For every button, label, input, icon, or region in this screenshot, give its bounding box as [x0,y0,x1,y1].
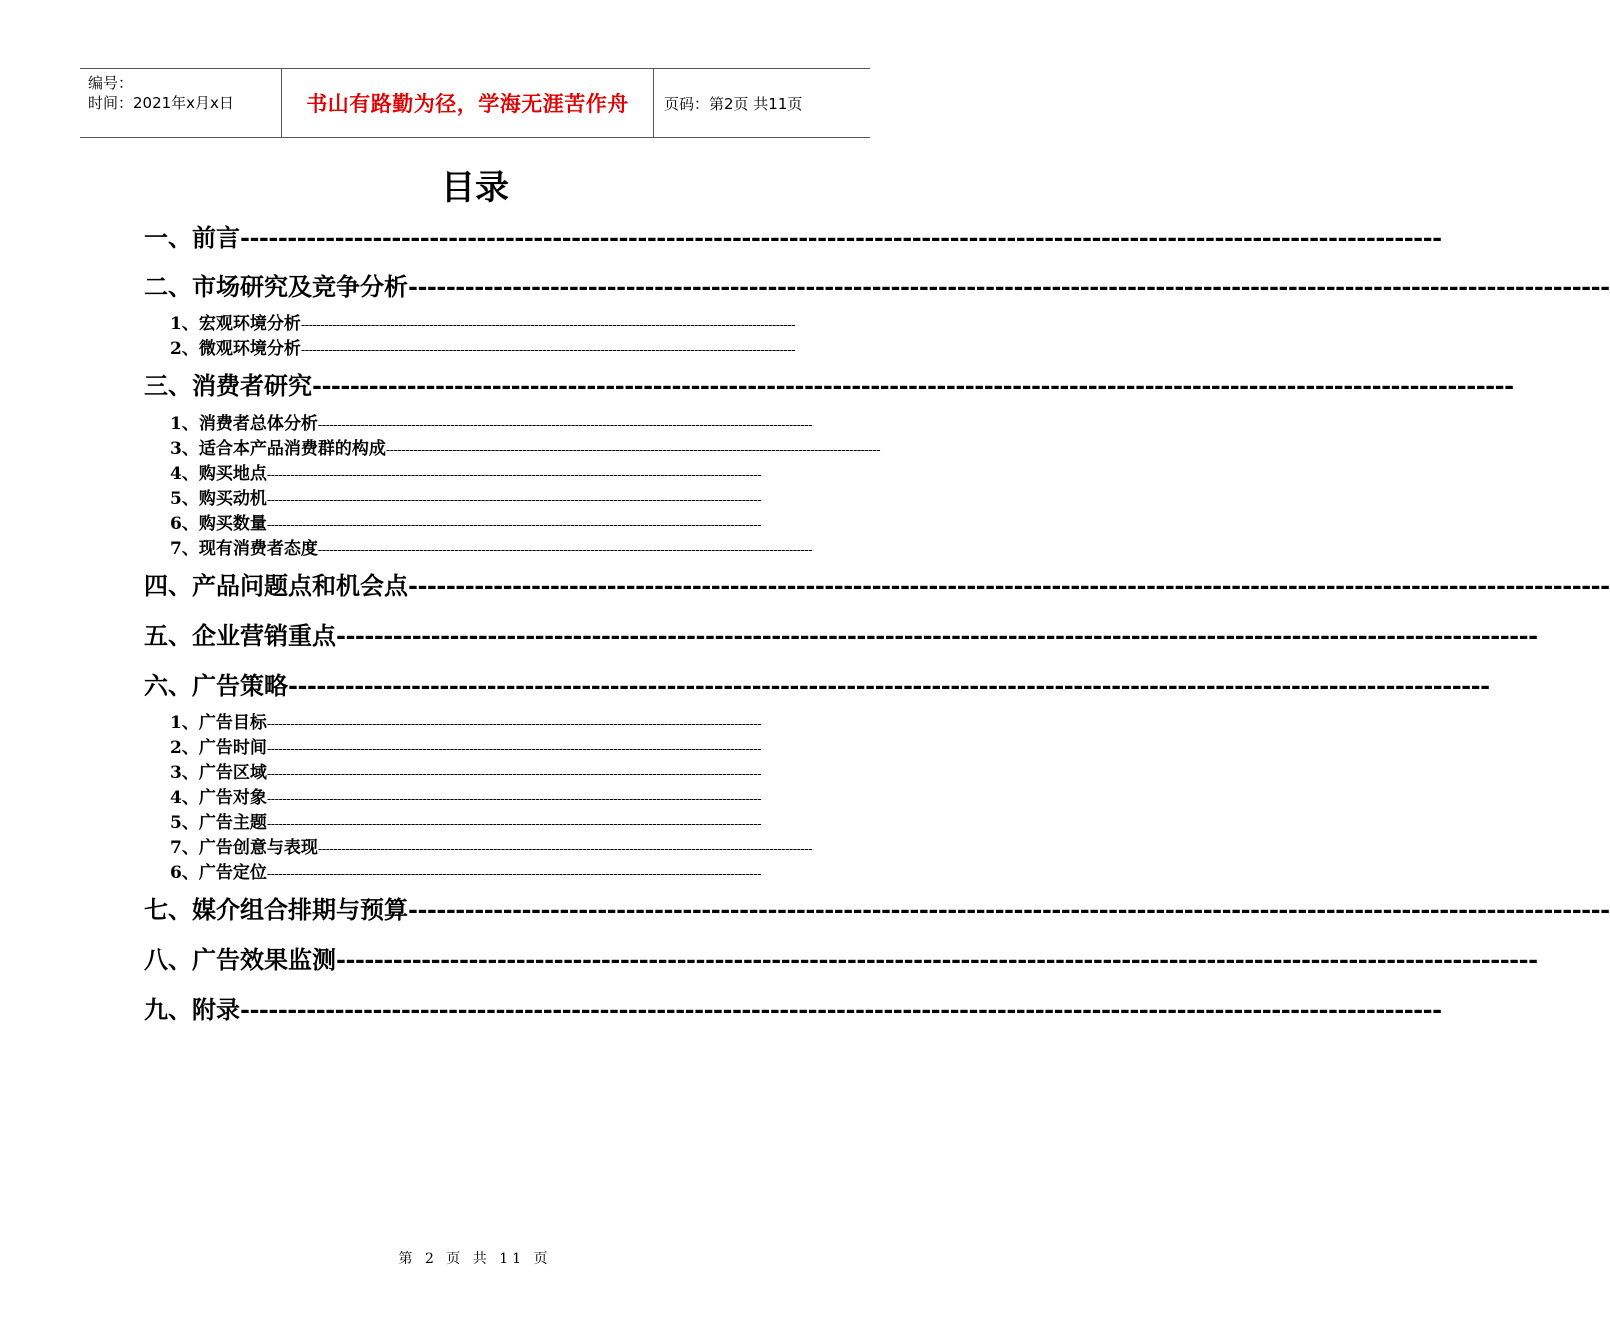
toc-entry[interactable] [144,616,1538,652]
toc-text: 3、广告区域 [170,763,267,783]
toc-text: 消费者研究 [192,371,312,400]
time-label: 时间：2021年x月x日 [88,94,234,112]
toc-subentry[interactable] [170,534,813,559]
toc-leader: ------------------------------------------------------------------------------------------------------------------------------- [312,371,1514,400]
toc-leader: ------------------------------------------------------------------------------------------------------------------------------- [288,671,1490,700]
toc-text: 1、消费者总体分析 [170,414,318,434]
toc-text: 前言 [192,223,240,252]
toc-entry[interactable] [144,366,1514,402]
toc-number: 四、 [144,571,192,600]
toc-leader: ------------------------------------------------------------------------------------------------------------------------------- [317,842,813,857]
toc-leader: ------------------------------------------------------------------------------------------------------------------------------- [266,792,762,807]
toc-number: 八、 [144,945,192,974]
toc-leader: ------------------------------------------------------------------------------------------------------------------------------- [385,443,881,458]
toc-text: 6、购买数量 [170,514,267,534]
toc-text: 媒介组合排期与预算 [192,895,408,924]
toc-text: 4、购买地点 [170,464,267,484]
toc-text: 1、广告目标 [170,713,267,733]
toc-subentry[interactable] [170,733,780,757]
toc-subentry[interactable] [170,509,774,533]
toc-subentry[interactable] [170,334,796,359]
toc-number: 二、 [144,272,192,301]
toc-text: 广告效果监测 [192,945,336,974]
toc-subentry[interactable] [170,484,774,508]
toc-number: 三、 [144,371,192,400]
toc-leader: ------------------------------------------------------------------------------------------------------------------------------- [408,895,1610,924]
toc-text: 2、广告时间 [170,738,267,758]
toc-subentry[interactable] [170,434,881,459]
toc-entry[interactable] [144,566,1610,602]
toc-subentry[interactable] [170,309,796,334]
toc-number: 六、 [144,671,192,700]
toc-text: 2、微观环境分析 [170,339,301,359]
toc-text: 附录 [192,995,240,1024]
toc-text: 产品问题点和机会点 [192,571,408,600]
toc-text: 7、现有消费者态度 [170,539,318,559]
page-title: 目录 [441,168,509,208]
header-page-info: 页码：第2页 共11页 [664,94,803,113]
toc-text: 3、适合本产品消费群的构成 [170,439,386,459]
toc-leader: ------------------------------------------------------------------------------------------------------------------------------- [408,571,1610,600]
toc-subentry[interactable] [170,758,780,782]
toc-leader: ------------------------------------------------------------------------------------------------------------------------------- [300,318,796,333]
toc-leader: ------------------------------------------------------------------------------------------------------------------------------- [240,223,1442,252]
toc-leader: ------------------------------------------------------------------------------------------------------------------------------- [266,742,762,757]
toc-subentry[interactable] [170,833,813,858]
toc-leader: ------------------------------------------------------------------------------------------------------------------------------- [266,767,762,782]
toc-entry[interactable] [144,940,1538,976]
toc-number: 九、 [144,995,192,1024]
toc-leader: ------------------------------------------------------------------------------------------------------------------------------- [266,717,762,732]
toc-number: 一、 [144,223,192,252]
toc-text: 企业营销重点 [192,621,336,650]
toc-text: 5、购买动机 [170,489,267,509]
toc-leader: ------------------------------------------------------------------------------------------------------------------------------- [408,272,1610,301]
toc-text: 6、广告定位 [170,863,267,883]
toc-leader: ------------------------------------------------------------------------------------------------------------------------------- [266,493,762,508]
toc-number: 五、 [144,621,192,650]
code-label: 编号： [88,74,134,92]
toc-entry[interactable] [144,218,1442,254]
toc-entry[interactable] [144,890,1610,926]
toc-subentry[interactable] [170,808,780,832]
toc-text: 7、广告创意与表现 [170,838,318,858]
toc-subentry[interactable] [170,459,774,483]
toc-leader: ------------------------------------------------------------------------------------------------------------------------------- [240,995,1442,1024]
toc-leader: ------------------------------------------------------------------------------------------------------------------------------- [266,518,762,533]
toc-text: 市场研究及竞争分析 [192,272,408,301]
toc-leader: ------------------------------------------------------------------------------------------------------------------------------- [266,468,762,483]
toc-entry[interactable] [144,267,1610,303]
toc-leader: ------------------------------------------------------------------------------------------------------------------------------- [317,543,813,558]
toc-entry[interactable] [144,666,1490,702]
toc-entry[interactable] [144,990,1442,1026]
toc-subentry[interactable] [170,783,780,807]
toc-subentry[interactable] [170,858,780,882]
header-motto: 书山有路勤为径，学海无涯苦作舟 [306,92,629,116]
toc-text: 1、宏观环境分析 [170,314,301,334]
toc-leader: ------------------------------------------------------------------------------------------------------------------------------- [317,418,813,433]
toc-leader: ------------------------------------------------------------------------------------------------------------------------------- [336,621,1538,650]
page-footer: 第 2 页 共 11 页 [398,1251,552,1267]
toc-leader: ------------------------------------------------------------------------------------------------------------------------------- [266,817,762,832]
toc-text: 广告策略 [192,671,288,700]
toc-text: 4、广告对象 [170,788,267,808]
toc-leader: ------------------------------------------------------------------------------------------------------------------------------- [266,867,762,882]
toc-number: 七、 [144,895,192,924]
toc-subentry[interactable] [170,409,813,434]
toc-leader: ------------------------------------------------------------------------------------------------------------------------------- [300,343,796,358]
toc-subentry[interactable] [170,708,780,732]
toc-leader: ------------------------------------------------------------------------------------------------------------------------------- [336,945,1538,974]
toc-text: 5、广告主题 [170,813,267,833]
